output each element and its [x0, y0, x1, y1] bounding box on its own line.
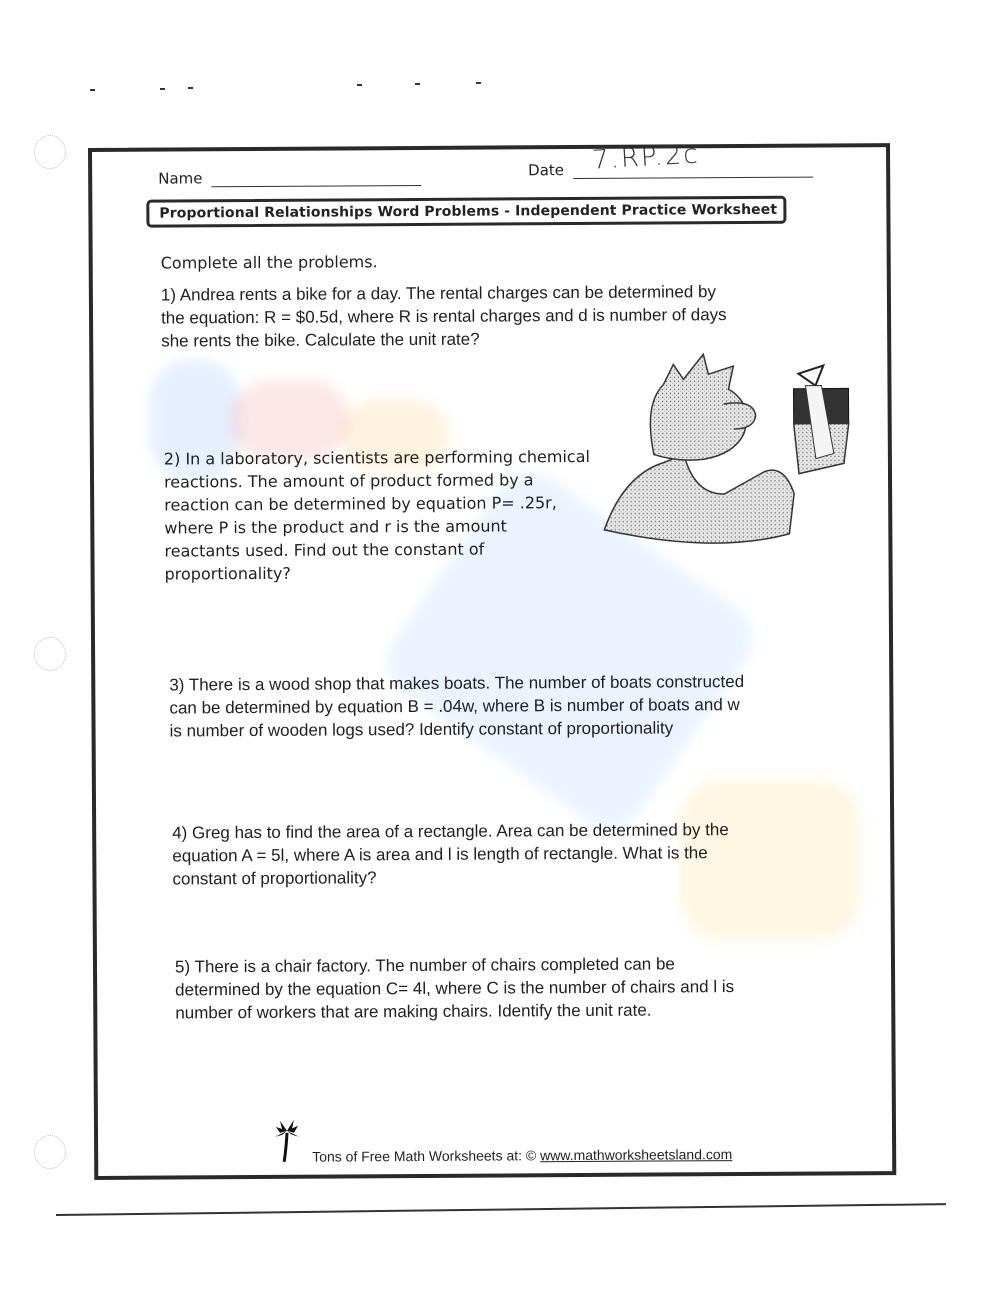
instructions: Complete all the problems. [160, 252, 378, 273]
worksheet-title [146, 196, 786, 228]
handwritten-standard: 7.RP.2c [591, 139, 701, 176]
title-text: Proportional Relationships Word Problems - Independent Practice Worksheet [159, 201, 778, 222]
worksheet-frame [88, 139, 896, 1180]
scan-speck [476, 82, 481, 84]
page-divider-line [56, 1203, 946, 1216]
scan-speck [90, 89, 95, 91]
scan-speck [357, 84, 362, 86]
problem-5: 5) There is a chair factory. The number of chairs completed can be determined by the equation C= 4l, where C is the number of chairs and l is number of workers that are making chairs. Identify the unit rate. [174, 954, 735, 1023]
name-field[interactable] [158, 168, 421, 188]
scientist-illustration [593, 343, 854, 555]
problem-3: 3) There is a wood shop that makes boats. The number of boats constructed can be determined by equation B = .04w, where B is number of boats and w is number of wooden logs used? Identify constant of proportionality [169, 672, 745, 741]
binder-hole-top [34, 135, 66, 169]
binder-hole-middle [34, 637, 66, 671]
scan-speck [415, 83, 420, 85]
footer-link[interactable]: www.mathworksheetsland.com [540, 1146, 733, 1164]
date-label: Date [528, 161, 565, 180]
scan-speck [160, 88, 165, 90]
footer-credit [312, 1146, 732, 1165]
problem-2: 2) In a laboratory, scientists are performing chemical reactions. The amount of product formed by a reaction can be determined by equation P= .25r, where P is the product and r is the amount reactants used. Find out the constant of proportionality? [163, 446, 590, 584]
footer-text: Tons of Free Math Worksheets at: © [312, 1147, 537, 1165]
scan-speck [188, 87, 193, 89]
palm-tree-icon [274, 1119, 300, 1163]
name-label: Name [158, 169, 203, 188]
binder-hole-bottom [34, 1135, 66, 1169]
problem-4: 4) Greg has to find the area of a rectangle. Area can be determined by the equation A = 5l, where A is area and l is length of rectangle. What is the constant of proportionality? [172, 820, 729, 889]
problem-1: 1) Andrea rents a bike for a day. The rental charges can be determined by the equation: R = $0.5d, where R is rental charges and d is number of days she rents the bike. Calculate the unit rate? [160, 282, 727, 351]
name-blank[interactable] [211, 171, 421, 187]
